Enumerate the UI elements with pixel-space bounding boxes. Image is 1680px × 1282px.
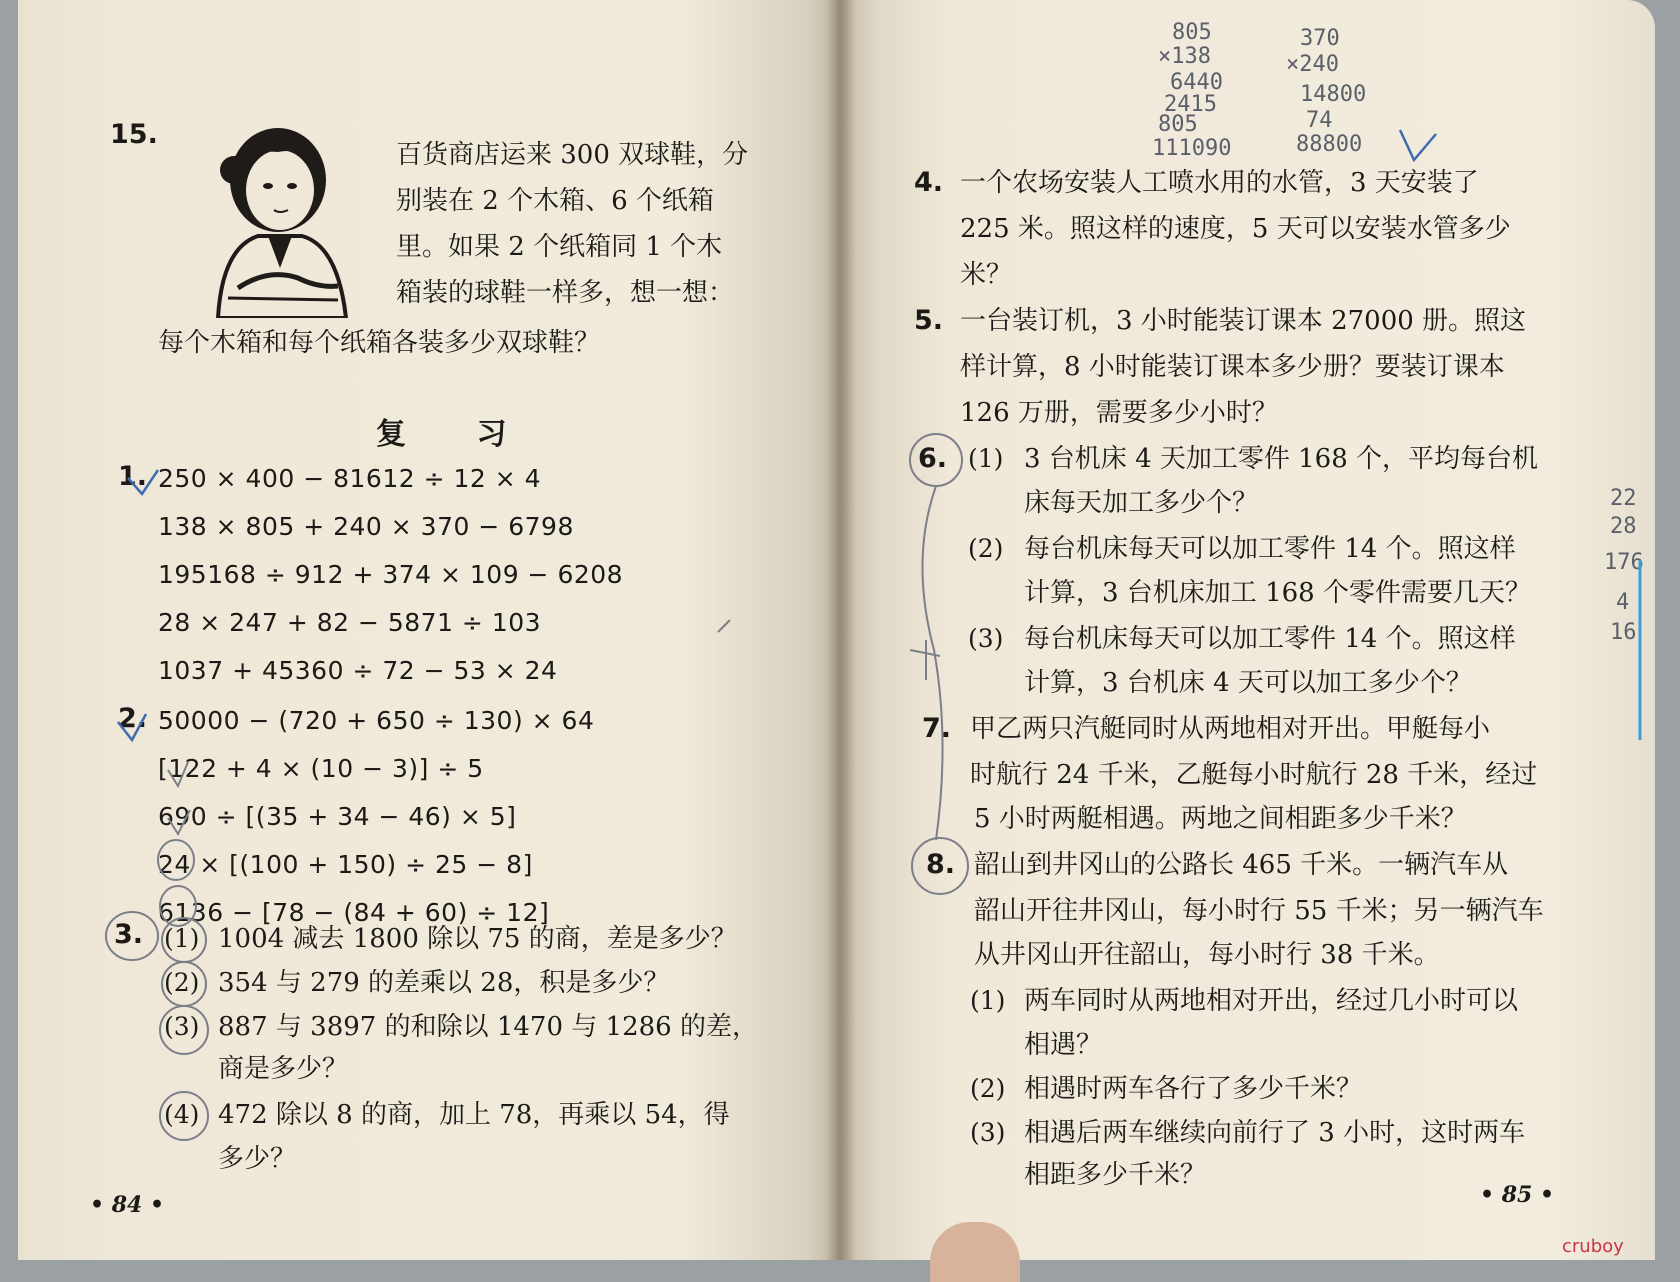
question-8-1-line-2: 相遇？ bbox=[1024, 1030, 1103, 1060]
question-5-line-2: 样计算，8 小时能装订课本多少册？要装订课本 bbox=[960, 352, 1505, 382]
question-6-3-label: (3) bbox=[968, 624, 1004, 653]
question-6-2-line-2: 计算，3 台机床加工 168 个零件需要几天？ bbox=[1024, 578, 1531, 608]
margin-line-5: 16 bbox=[1610, 620, 1637, 645]
review-heading: 复 习 bbox=[376, 417, 537, 452]
question-8-3-label: (3) bbox=[970, 1118, 1006, 1147]
question-8-number: 8. bbox=[926, 849, 956, 880]
pencil-checkmarks-left bbox=[18, 0, 840, 1260]
question-3-1-line-1: 1004 减去 1800 除以 75 的商，差是多少？ bbox=[218, 924, 737, 954]
question-6-1-label: (1) bbox=[968, 444, 1004, 473]
calc2-line-4: 74 bbox=[1306, 108, 1333, 133]
question-8-1-line-1: 两车同时从两地相对开出，经过几小时可以 bbox=[1024, 986, 1519, 1016]
question-2-item-3: 690 ÷ [(35 + 34 − 46) × 5] bbox=[158, 802, 517, 831]
question-8-line-2: 韶山开往井冈山，每小时行 55 千米；另一辆汽车 bbox=[974, 896, 1544, 926]
problem-15-line-2: 别装在 2 个木箱、6 个纸箱 bbox=[396, 186, 714, 216]
margin-line-3: 176 bbox=[1604, 550, 1644, 575]
question-6-1-line-1: 3 台机床 4 天加工零件 168 个，平均每台机 bbox=[1024, 444, 1539, 474]
calc1-line-3: 6440 bbox=[1170, 70, 1223, 95]
question-4-line-3: 米？ bbox=[960, 260, 1013, 290]
calc2-line-1: 370 bbox=[1300, 26, 1340, 51]
question-5-line-1: 一台装订机，3 小时能装订课本 27000 册。照这 bbox=[960, 306, 1527, 336]
question-8-line-1: 韶山到井冈山的公路长 465 千米。一辆汽车从 bbox=[974, 850, 1509, 880]
question-2-number: 2. bbox=[118, 703, 148, 734]
calc1-line-4: 2415 bbox=[1164, 92, 1217, 117]
question-1-item-1: 250 × 400 − 81612 ÷ 12 × 4 bbox=[158, 464, 542, 493]
question-2-item-4: 24 × [(100 + 150) ÷ 25 − 8] bbox=[158, 850, 533, 879]
book-gutter bbox=[826, 0, 856, 1260]
question-4-line-2: 225 米。照这样的速度，5 天可以安装水管多少 bbox=[960, 214, 1511, 244]
right-page bbox=[840, 0, 1655, 1260]
question-4-line-1: 一个农场安装人工喷水用的水管，3 天安装了 bbox=[960, 168, 1479, 198]
watermark: cruboy bbox=[1562, 1236, 1624, 1257]
question-8-line-3: 从井冈山开往韶山，每小时行 38 千米。 bbox=[974, 940, 1440, 970]
question-2-item-5: 6136 − [78 − (84 + 60) ÷ 12] bbox=[158, 898, 550, 927]
question-1-number: 1. bbox=[118, 461, 148, 492]
margin-line-4: 4 bbox=[1616, 590, 1630, 615]
question-3-4-line-2: 多少？ bbox=[218, 1144, 297, 1174]
question-7-number: 7. bbox=[922, 713, 952, 744]
calc2-line-2: ×240 bbox=[1286, 52, 1339, 77]
question-8-3-line-1: 相遇后两车继续向前行了 3 小时，这时两车 bbox=[1024, 1118, 1526, 1148]
question-6-2-label: (2) bbox=[968, 534, 1004, 563]
pencil-annotations-right bbox=[840, 0, 1655, 1260]
calc1-line-2: ×138 bbox=[1158, 44, 1211, 69]
calc1-line-1: 805 bbox=[1172, 20, 1212, 45]
right-page-number: • 85 • bbox=[1480, 1182, 1555, 1208]
question-7-line-3: 5 小时两艇相遇。两地之间相距多少千米？ bbox=[974, 804, 1467, 834]
question-3-2-line-1: 354 与 279 的差乘以 28，积是多少？ bbox=[218, 968, 670, 998]
margin-line-1: 22 bbox=[1610, 486, 1637, 511]
question-7-line-1: 甲乙两只汽艇同时从两地相对开出。甲艇每小 bbox=[970, 714, 1491, 744]
question-5-number: 5. bbox=[914, 305, 944, 336]
problem-15-line-1: 百货商店运来 300 双球鞋，分 bbox=[396, 140, 749, 170]
left-page-number: • 84 • bbox=[90, 1192, 165, 1218]
problem-15-line-4: 箱装的球鞋一样多，想一想： bbox=[396, 278, 735, 308]
question-3-4-line-1: 472 除以 8 的商，加上 78，再乘以 54，得 bbox=[218, 1100, 730, 1130]
question-1-item-5: 1037 + 45360 ÷ 72 − 53 × 24 bbox=[158, 656, 558, 685]
question-3-1-label: (1) bbox=[164, 924, 200, 953]
question-6-3-line-1: 每台机床每天可以加工零件 14 个。照这样 bbox=[1024, 624, 1516, 654]
question-8-3-line-2: 相距多少千米？ bbox=[1024, 1160, 1207, 1190]
question-6-2-line-1: 每台机床每天可以加工零件 14 个。照这样 bbox=[1024, 534, 1516, 564]
question-6-3-line-2: 计算，3 台机床 4 天可以加工多少个？ bbox=[1024, 668, 1472, 698]
question-1-item-2: 138 × 805 + 240 × 370 − 6798 bbox=[158, 512, 574, 541]
calc2-line-5: 88800 bbox=[1296, 132, 1363, 157]
question-1-item-4: 28 × 247 + 82 − 5871 ÷ 103 bbox=[158, 608, 542, 637]
calc1-line-5: 805 bbox=[1158, 112, 1198, 137]
question-6-1-line-2: 床每天加工多少个？ bbox=[1024, 488, 1259, 518]
calc1-line-6: 111090 bbox=[1152, 136, 1232, 161]
question-4-number: 4. bbox=[914, 167, 944, 198]
question-3-2-label: (2) bbox=[164, 968, 200, 997]
question-8-2-label: (2) bbox=[970, 1074, 1006, 1103]
question-3-3-label: (3) bbox=[164, 1012, 200, 1041]
question-8-2-line-1: 相遇时两车各行了多少千米？ bbox=[1024, 1074, 1363, 1104]
left-page bbox=[18, 0, 840, 1260]
question-2-item-1: 50000 − (720 + 650 ÷ 130) × 64 bbox=[158, 706, 595, 735]
question-3-3-line-1: 887 与 3897 的和除以 1470 与 1286 的差， bbox=[218, 1012, 758, 1042]
question-2-item-2: [122 + 4 × (10 − 3)] ÷ 5 bbox=[158, 754, 484, 783]
question-3-number: 3. bbox=[114, 919, 144, 950]
question-3-3-line-2: 商是多少？ bbox=[218, 1054, 349, 1084]
problem-15-line-5: 每个木箱和每个纸箱各装多少双球鞋？ bbox=[158, 328, 601, 358]
question-8-1-label: (1) bbox=[970, 986, 1006, 1015]
question-1-item-3: 195168 ÷ 912 + 374 × 109 − 6208 bbox=[158, 560, 624, 589]
problem-15-line-3: 里。如果 2 个纸箱同 1 个木 bbox=[396, 232, 723, 262]
question-3-4-label: (4) bbox=[164, 1100, 200, 1129]
problem-15-number: 15. bbox=[110, 119, 158, 150]
margin-line-2: 28 bbox=[1610, 514, 1637, 539]
question-5-line-3: 126 万册，需要多少小时？ bbox=[960, 398, 1278, 428]
question-6-number: 6. bbox=[918, 443, 948, 474]
calc2-line-3: 14800 bbox=[1300, 82, 1367, 107]
question-7-line-2: 时航行 24 千米，乙艇每小时航行 28 千米，经过 bbox=[970, 760, 1538, 790]
